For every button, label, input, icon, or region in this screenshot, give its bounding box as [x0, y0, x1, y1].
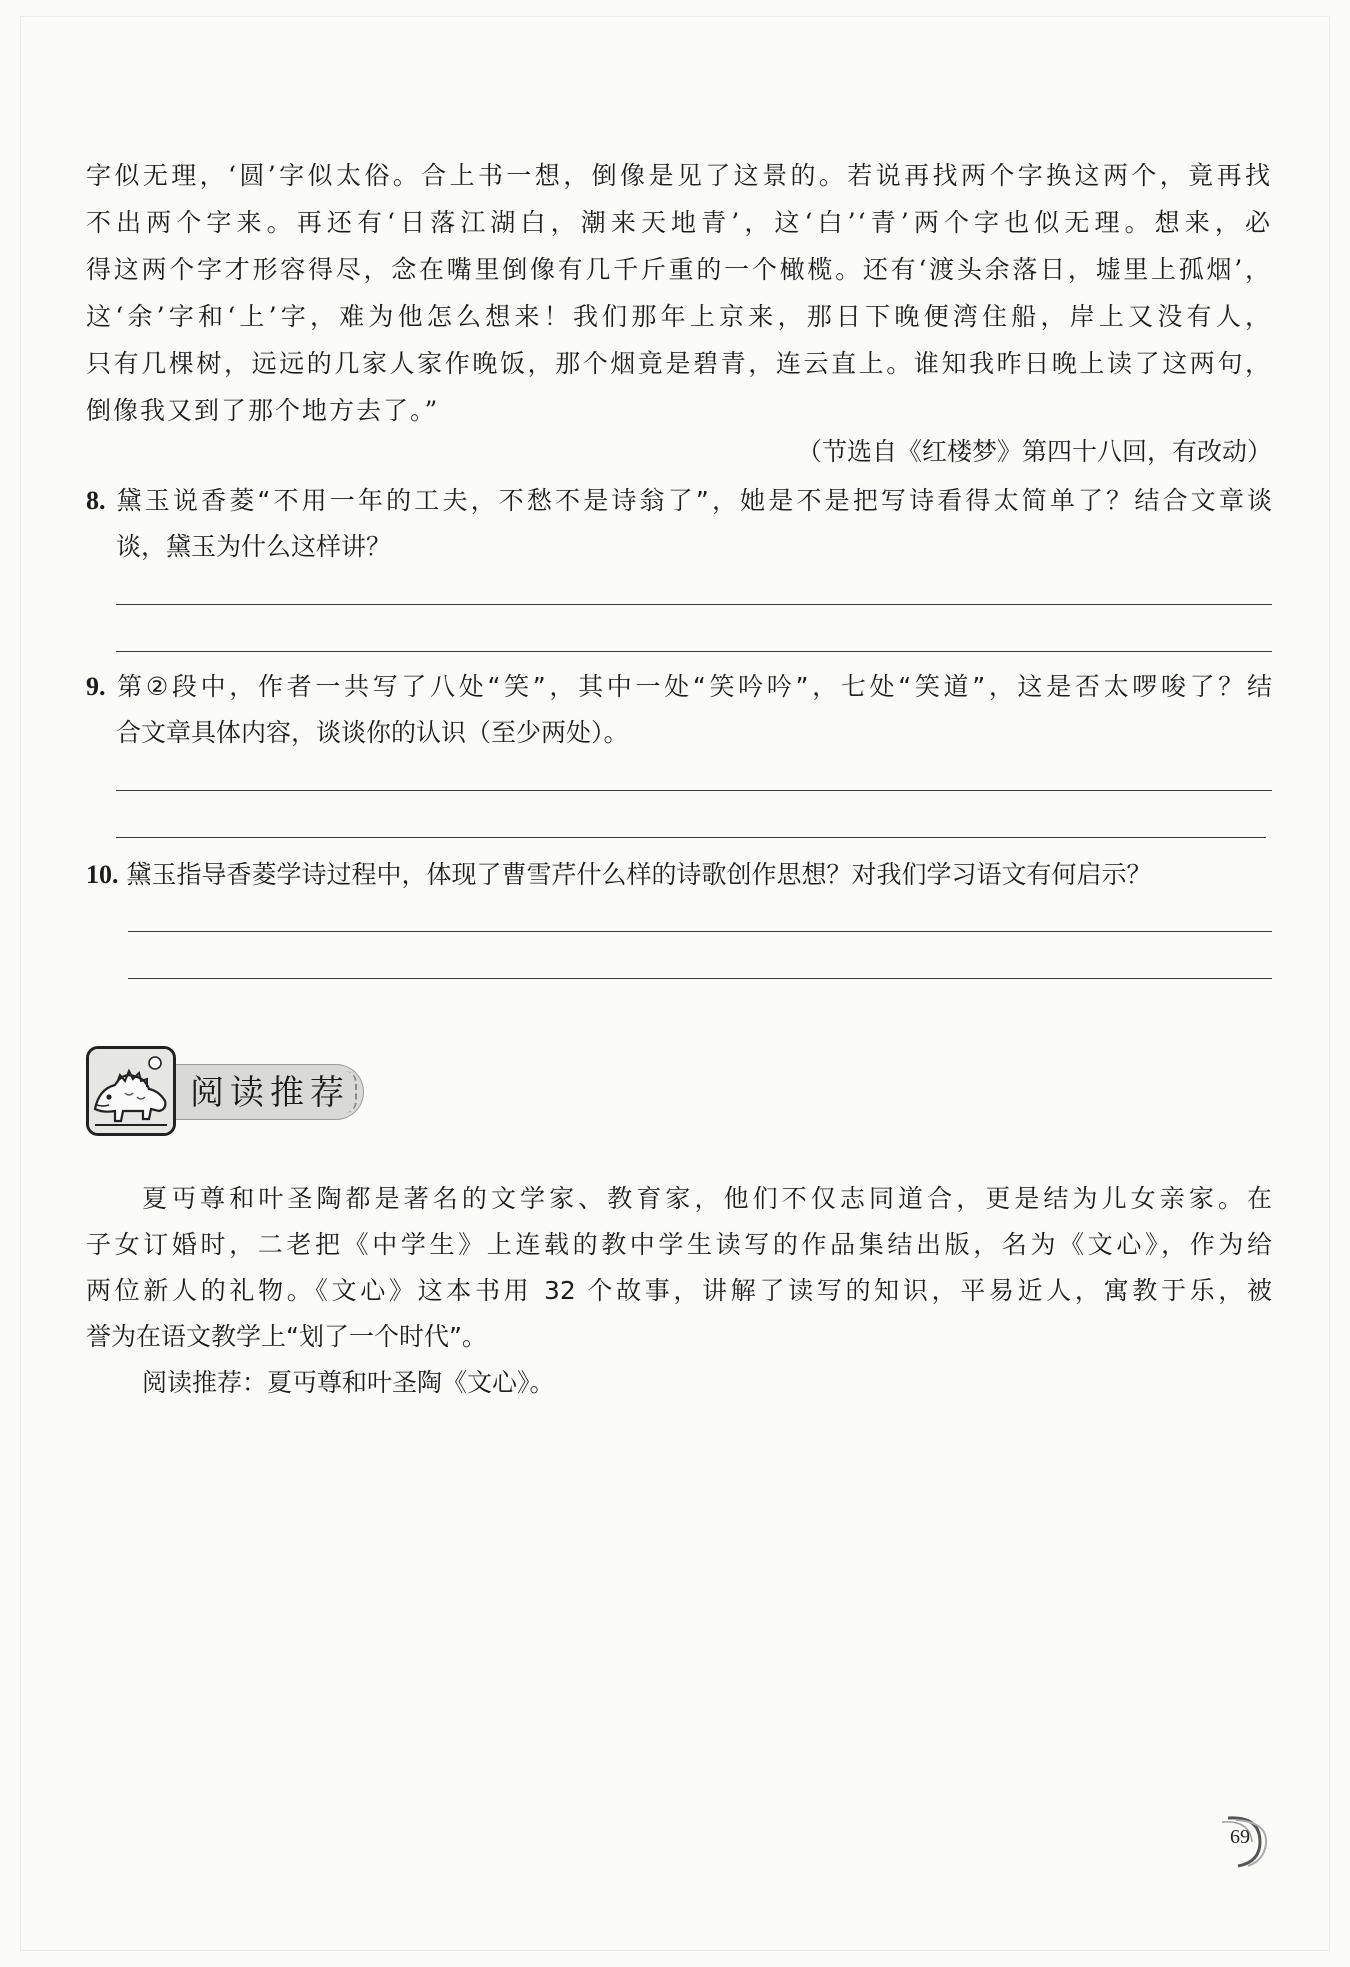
question-9 [86, 664, 1272, 756]
section-header-reading-recommendation [86, 1046, 366, 1138]
passage-line: 得这两个字才形容得尽，念在嘴里倒像有几千斤重的一个橄榄。还有‘渡头余落日，墟里上孤烟’， [86, 255, 1272, 284]
passage-line: 字似无理，‘圆’字似太俗。合上书一想，倒像是见了这景的。若说再找两个字换这两个，竟再找 [86, 161, 1272, 190]
source-citation: （节选自《红楼梦》第四十八回，有改动） [796, 437, 1272, 466]
question-line: 谈，黛玉为什么这样讲？ [116, 532, 392, 561]
question-line [86, 478, 1272, 524]
question-line [86, 664, 1272, 710]
question-10 [86, 852, 1272, 898]
question-line: 合文章具体内容，谈谈你的认识（至少两处）。 [116, 718, 629, 747]
passage-line: 只有几棵树，远远的几家人家作晚饭，那个烟竟是碧青，连云直上。谁知我昨日晚上读了这两句， [86, 349, 1272, 378]
question-text: 黛玉指导香菱学诗过程中，体现了曹雪芹什么样的诗歌创作思想？对我们学习语文有何启示？ [126, 860, 1152, 889]
passage-line: 这‘余’字和‘上’字，难为他怎么想来！我们那年上京来，那日下晚便湾住船，岸上又没有人， [86, 302, 1272, 331]
question-text: 第②段中，作者一共写了八处“笑”，其中一处“笑吟吟”，七处“笑道”，这是否太啰唆了？结 [117, 672, 1272, 701]
passage-excerpt [86, 152, 1272, 434]
section-title-pill [168, 1064, 364, 1120]
recommendation-line: 夏丏尊和叶圣陶都是著名的文学家、教育家，他们不仅志同道合，更是结为儿女亲家。在 [142, 1184, 1272, 1213]
recommendation-final-line: 阅读推荐：夏丏尊和叶圣陶《文心》。 [142, 1368, 555, 1397]
answer-line-q8-2[interactable] [116, 651, 1272, 652]
question-number: 8. [86, 486, 106, 515]
answer-line-q10-1[interactable] [128, 931, 1272, 932]
question-text: 黛玉说香菱“不用一年的工夫，不愁不是诗翁了”，她是不是把写诗看得太简单了？结合文章谈 [116, 486, 1272, 515]
recommendation-line: 两位新人的礼物。《文心》这本书用 32 个故事，讲解了读写的知识，平易近人，寓教于乐，被 [86, 1276, 1272, 1305]
page-number: 69 [1230, 1826, 1250, 1848]
question-line [86, 852, 1272, 898]
dinosaur-icon [86, 1046, 176, 1136]
passage-line: 倒像我又到了那个地方去了。” [86, 396, 440, 425]
answer-line-q8-1[interactable] [116, 604, 1272, 605]
passage-line: 不出两个字来。再还有‘日落江湖白，潮来天地青’，这‘白’‘青’两个字也似无理。想来，必 [86, 208, 1272, 237]
question-number: 9. [86, 672, 106, 701]
recommendation-line: 子女订婚时，二老把《中学生》上连载的教中学生读写的作品集结出版，名为《文心》，作为给 [86, 1230, 1272, 1259]
answer-line-q9-1[interactable] [116, 790, 1272, 791]
recommendation-line: 誉为在语文教学上“划了一个时代”。 [86, 1322, 487, 1351]
answer-line-q9-2[interactable] [116, 837, 1266, 838]
question-number: 10. [86, 860, 119, 889]
question-8 [86, 478, 1272, 570]
section-title: 阅读推荐 [190, 1073, 350, 1113]
page-number-badge [1198, 1812, 1278, 1868]
answer-line-q10-2[interactable] [128, 978, 1272, 979]
recommendation-paragraph [86, 1176, 1272, 1406]
